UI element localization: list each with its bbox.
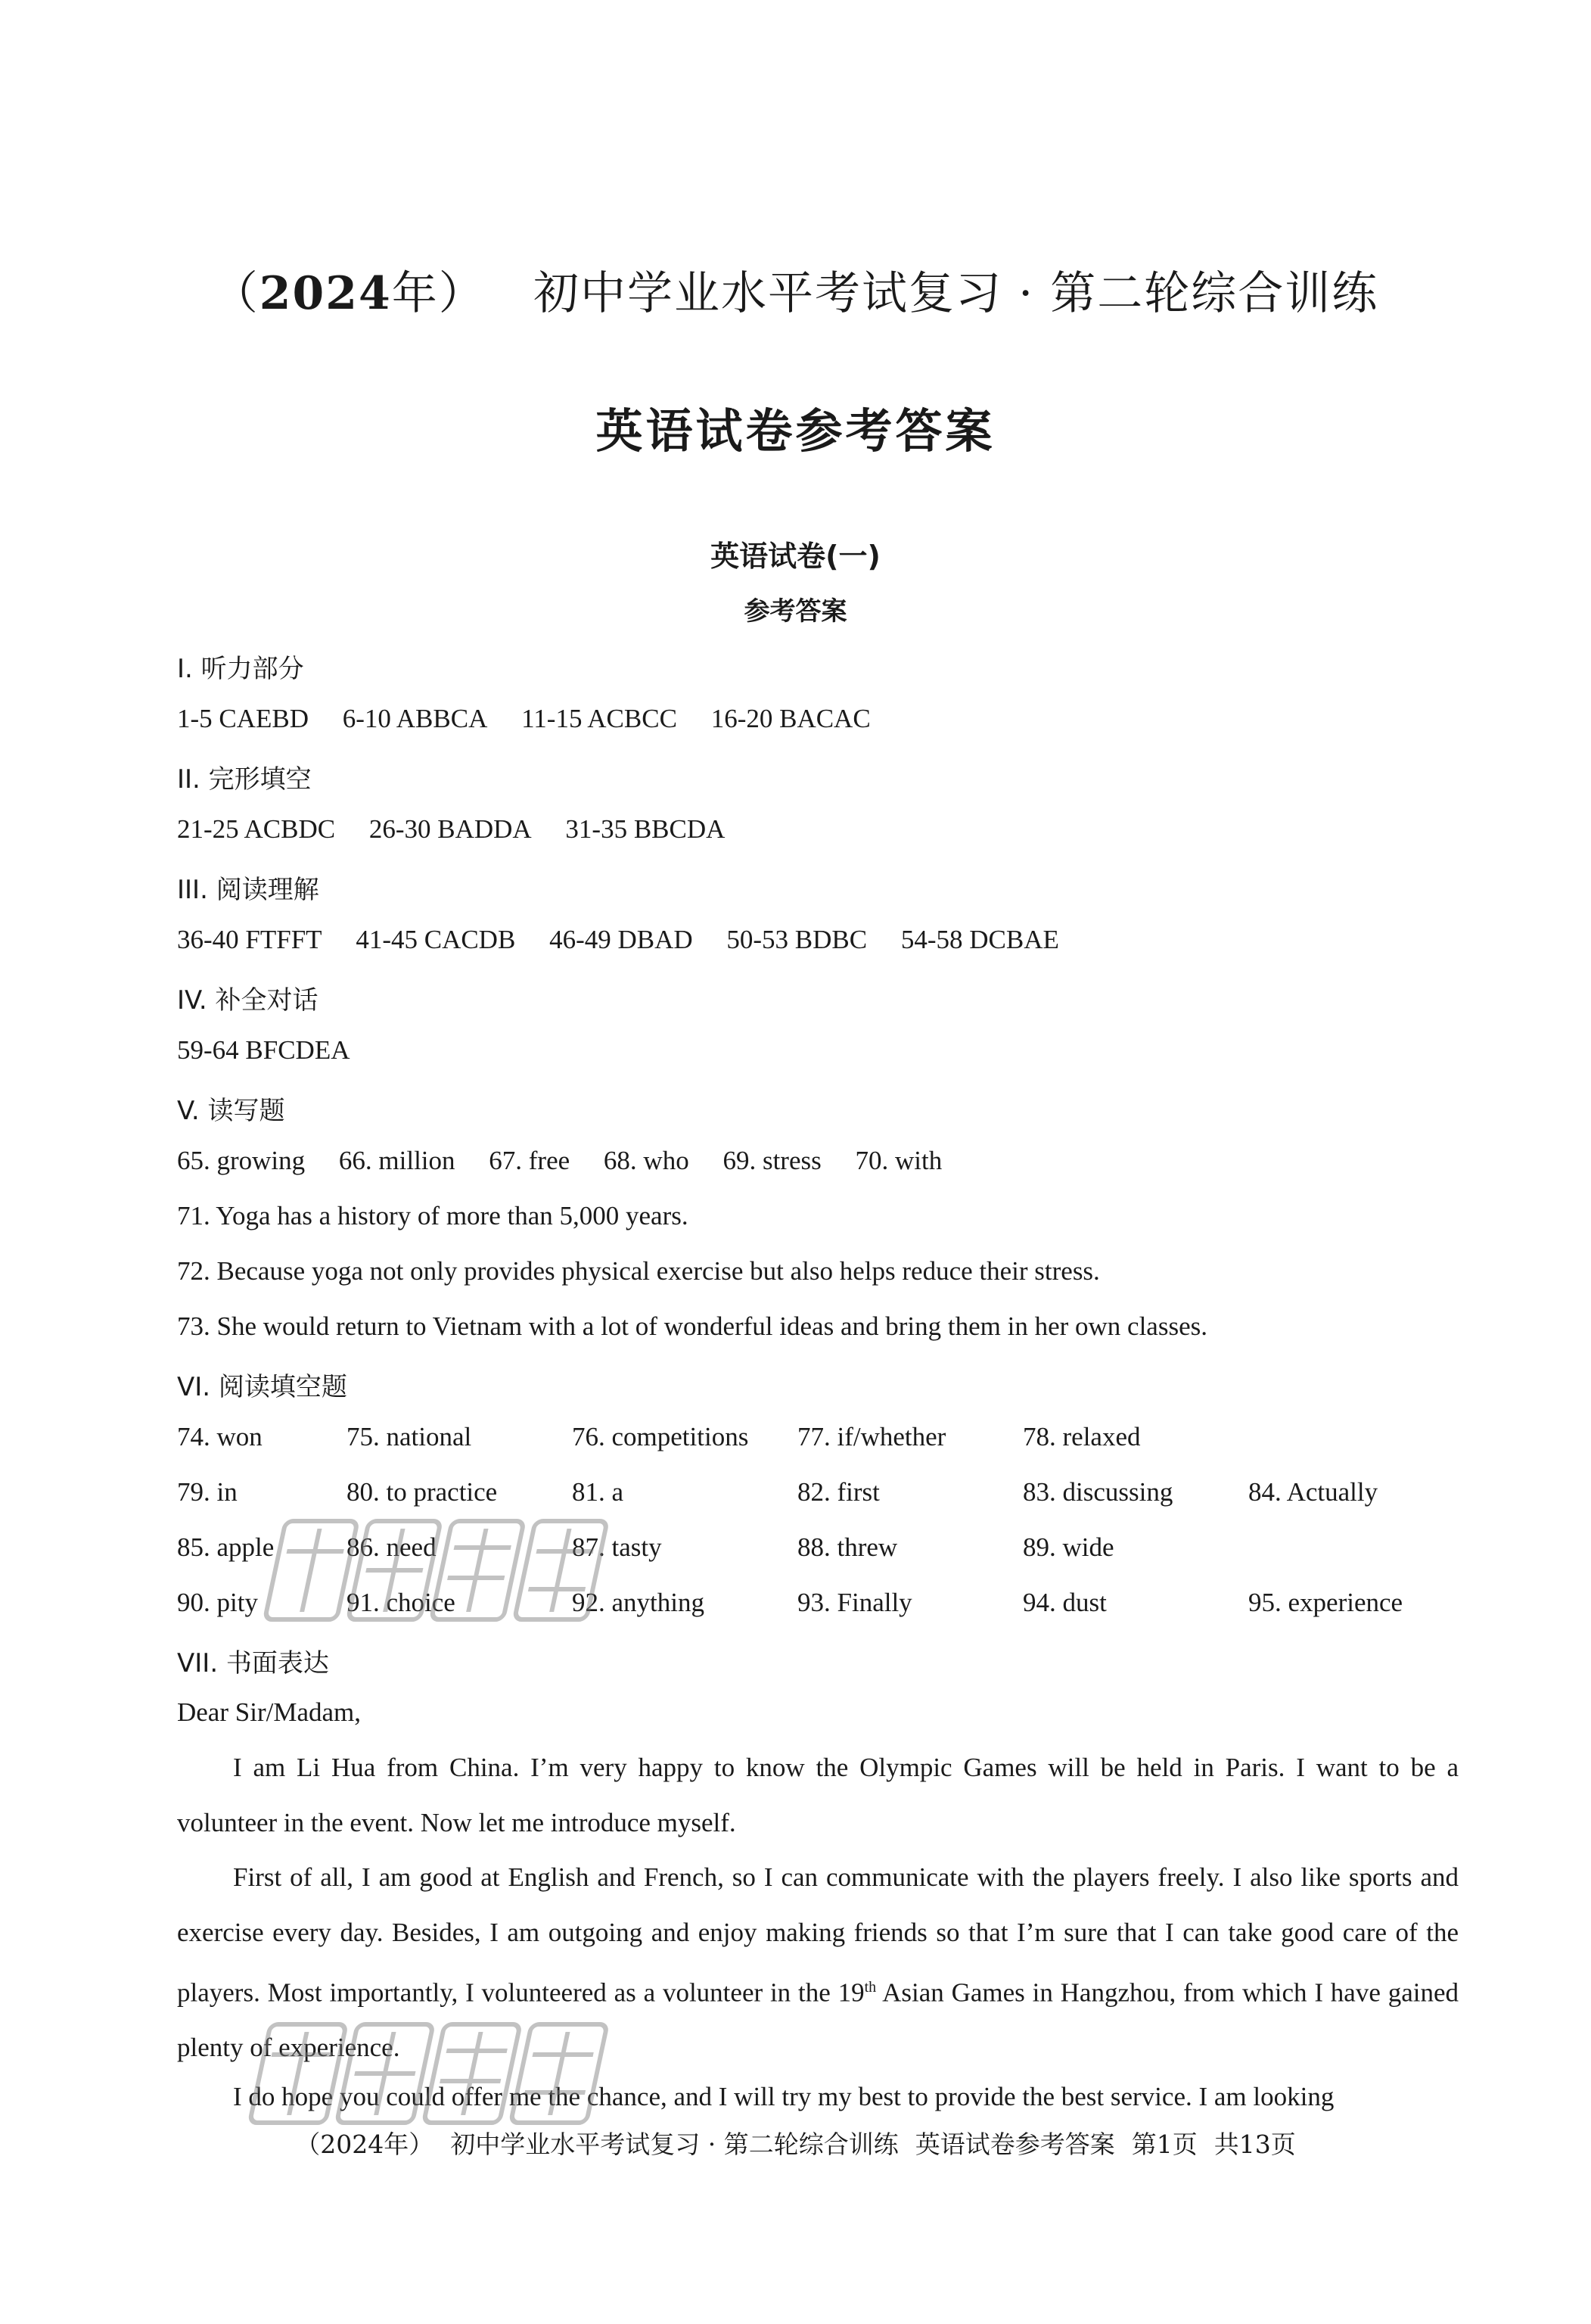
answer-group: 26-30 BADDA (368, 814, 532, 844)
grid-cell: 83. discussing (1023, 1477, 1173, 1507)
footer-page-number: 第1页 (1131, 2130, 1198, 2159)
section-5-words (177, 1146, 942, 1176)
grid-cell: 94. dust (1023, 1588, 1107, 1617)
section-2-answers (177, 814, 725, 845)
answer-sentence: 72. Because yoga not only provides physical exercise but also helps reduce their stress. (177, 1256, 1100, 1286)
answer-group: 41-45 CACDB (356, 925, 516, 954)
grid-cell: 81. a (572, 1477, 624, 1507)
series-name: 初中学业水平考试复习 · 第二轮综合训练 (533, 267, 1379, 320)
grid-cell: 82. first (797, 1477, 880, 1507)
answer-word: 70. with (855, 1146, 943, 1175)
page-footer (0, 2125, 1591, 2161)
section-1-title: I. 听力部分 (177, 654, 304, 684)
section-2-title: II. 完形填空 (177, 764, 312, 795)
grid-cell: 86. need (346, 1532, 437, 1562)
year-number: 2024 (259, 267, 392, 320)
answer-group: 59-64 BFCDEA (177, 1035, 350, 1065)
grid-cell: 85. apple (177, 1532, 275, 1562)
section-3-answers (177, 925, 1059, 955)
grid-cell: 92. anything (572, 1588, 704, 1617)
section-6-title: VI. 阅读填空题 (177, 1372, 347, 1402)
grid-cell: 76. competitions (572, 1422, 749, 1451)
grid-cell: 90. pity (177, 1588, 258, 1617)
footer-series: 初中学业水平考试复习 · 第二轮综合训练 (450, 2130, 899, 2159)
grid-cell: 75. national (346, 1422, 472, 1451)
answer-group: 54-58 DCBAE (900, 925, 1059, 954)
grid-cell: 87. tasty (572, 1532, 662, 1562)
grid-cell: 88. threw (797, 1532, 898, 1562)
grid-cell: 78. relaxed (1023, 1422, 1141, 1451)
answer-word: 67. free (489, 1146, 570, 1175)
section-5-title: V. 读写题 (177, 1096, 285, 1126)
answer-group: 1-5 CAEBD (177, 704, 309, 733)
answer-group: 16-20 BACAC (710, 704, 871, 733)
footer-total-pages: 共13页 (1213, 2130, 1296, 2159)
footer-doc-title: 英语试卷参考答案 (915, 2130, 1115, 2159)
year-open: （ (212, 267, 259, 320)
section-4-answers (177, 1035, 350, 1066)
grid-cell: 93. Finally (797, 1588, 912, 1617)
answer-title: 参考答案 (744, 596, 847, 627)
answer-sentence: 73. She would return to Vietnam with a lot of wonderful ideas and bring them in her own classes. (177, 1311, 1207, 1341)
main-title: 英语试卷参考答案 (595, 403, 996, 459)
section-1-answers (177, 704, 871, 734)
answer-group: 6-10 ABBCA (342, 704, 488, 733)
paragraph-text: Asian Games in Hangzhou, from which I have gained plenty of experience. (177, 1977, 1459, 2063)
answer-word: 68. who (603, 1146, 689, 1175)
watermark (248, 1506, 629, 1662)
watermark-graphic (239, 2009, 622, 2138)
answer-word: 66. million (338, 1146, 455, 1175)
letter-paragraph-1 (177, 1741, 1459, 1850)
answer-group: 36-40 FTFFT (177, 925, 322, 954)
watermark-graphic (254, 1506, 629, 1635)
grid-cell: 74. won (177, 1422, 263, 1451)
grid-cell: 84. Actually (1248, 1477, 1378, 1507)
answer-group: 31-35 BBCDA (565, 814, 726, 844)
section-7-title: VII. 书面表达 (177, 1648, 329, 1678)
grid-cell: 80. to practice (346, 1477, 498, 1507)
grid-cell: 77. if/whether (797, 1422, 946, 1451)
section-4-title: IV. 补全对话 (177, 985, 319, 1016)
answer-group: 21-25 ACBDC (177, 814, 336, 844)
series-header (0, 257, 1591, 322)
grid-cell: 89. wide (1023, 1532, 1114, 1562)
section-3-title: III. 阅读理解 (177, 875, 319, 905)
answer-word: 69. stress (722, 1146, 822, 1175)
grid-cell: 79. in (177, 1477, 238, 1507)
year-close: 年） (391, 267, 486, 320)
letter-greeting: Dear Sir/Madam, (177, 1697, 361, 1727)
grid-cell: 91. choice (346, 1588, 455, 1617)
exam-title: 英语试卷(一) (710, 540, 881, 573)
paragraph-text: I do hope you could offer me the chance, and I will try my best to provide the best service. I am looking (233, 2082, 1335, 2111)
answer-group: 50-53 BDBC (726, 925, 868, 954)
answer-word: 65. growing (177, 1146, 306, 1175)
paragraph-text: First of all, I am good at English and French, so I can communicate with the players freely. I also like sports and exercise every day. Besides, I am outgoing and enjoy making friends so that I’m sure that I can take good care of the players. Most importantly, I volunteered as a volunteer in the 19 (177, 1862, 1459, 2008)
answer-group: 11-15 ACBCC (521, 704, 677, 733)
paragraph-text: I am Li Hua from China. I’m very happy to know the Olympic Games will be held in Paris. I want to be a volunteer in the event. Now let me introduce myself. (177, 1753, 1459, 1837)
answer-sentence: 71. Yoga has a history of more than 5,000 years. (177, 1201, 688, 1230)
ordinal-suffix: th (864, 1979, 877, 1996)
answer-group: 46-49 DBAD (549, 925, 693, 954)
footer-year: （2024年） (295, 2130, 434, 2159)
grid-cell: 95. experience (1248, 1588, 1403, 1617)
